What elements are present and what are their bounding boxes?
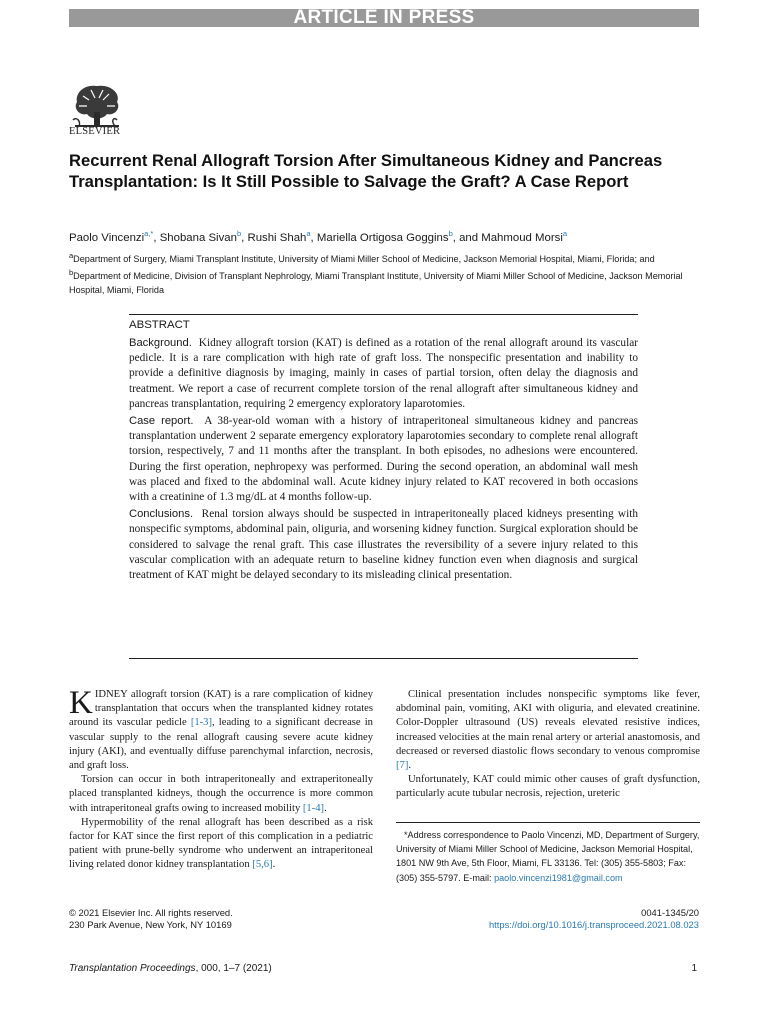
affiliation-mark: a <box>69 251 74 260</box>
article-title: Recurrent Renal Allograft Torsion After Simultaneous Kidney and Pancreas Transplantation: Is It Still Possible to Salvage the Graft? A Case Report <box>69 151 663 191</box>
body-column-left <box>69 685 373 873</box>
body-paragraph <box>69 773 373 816</box>
author-affiliation-mark[interactable]: a <box>562 229 568 238</box>
journal-name: Transplantation Proceedings <box>69 963 196 974</box>
abstract-paragraph <box>129 414 638 505</box>
article-in-press-banner: ARTICLE IN PRESS <box>69 9 699 27</box>
abstract-text: Kidney allograft torsion (KAT) is defined as a rotation of the renal allograft around its vascular pedicle. It is a rare complication with high rate of graft loss. The nonspecific presentation and inability to provide a definitive diagnosis by imaging, mainly in cases of partial torsion, often delay the diagnosis and treatment. We report a case of recurrent complete torsion of the renal allograft after simultaneous kidney and pancreas transplantation, requiring 2 emergency exploratory laparotomies. <box>129 337 638 410</box>
author-name: Mahmoud Morsi <box>481 231 563 244</box>
drop-cap: K <box>69 685 93 721</box>
body-paragraph <box>69 685 373 773</box>
publisher-name: ELSEVIER <box>69 126 121 137</box>
author-name: Rushi Shah <box>247 231 307 244</box>
body-text: . <box>272 859 276 871</box>
copyright: © 2021 Elsevier Inc. All rights reserved. <box>69 907 233 918</box>
affiliation-text: Department of Medicine, Division of Transplant Nephrology, Miami Transplant Institute, University of Miami Miller School of Medicine, Jackson Memorial Hospital, Miami, Florida <box>69 271 683 296</box>
affiliations <box>69 249 701 297</box>
abstract-heading: ABSTRACT <box>129 319 190 331</box>
body-paragraph <box>69 816 373 873</box>
body-text: Clinical presentation includes nonspecific symptoms like fever, abdominal pain, vomiting, AKI with oliguria, and elevated creatinine. Color-Doppler ultrasound (US) reveals elevated resistive indices, increased velocities at the main renal artery or arterial anastomosis, and decreased or reversed diastolic flows secondary to venous compromise <box>396 689 700 757</box>
body-text: . <box>408 760 412 772</box>
body-text: Hypermobility of the renal allograft has been described as a risk factor for KAT since the first report of this complication in a pediatric patient with prune-belly syndrome who underwent an intraperitoneal living related donor kidney transplantation <box>69 816 373 871</box>
page-number: 1 <box>691 963 697 974</box>
author-name: Shobana Sivan <box>159 231 237 244</box>
body-paragraph: Unfortunately, KAT could mimic other causes of graft dysfunction, particularly acute tubular necrosis, rejection, ureteric <box>396 774 700 800</box>
author-affiliation-mark[interactable]: a,* <box>144 229 154 238</box>
body-column-right <box>396 688 700 802</box>
author-name: Paolo Vincenzi <box>69 231 145 244</box>
publisher-address: 230 Park Avenue, New York, NY 10169 <box>69 919 232 930</box>
footer-left <box>69 907 233 931</box>
abstract-paragraph <box>129 336 638 412</box>
author-affiliation-mark[interactable]: a <box>306 229 311 238</box>
body-text: IDNEY allograft torsion (KAT) is a rare complication of kidney transplantation that occurs when the transplanted kidney rotates around its vascular pedicle <box>69 689 373 729</box>
citation-link[interactable]: [1-3] <box>190 717 213 729</box>
body-text: , leading to a significant decrease in vascular supply to the renal allograft causing severe acute kidney injury (AKI), and eventually diffuse parenchymal infarction, necrosis, and graft loss. <box>69 717 373 772</box>
abstract-text: Renal torsion always should be suspected in intraperitoneally placed kidneys presenting with nonspecific symptoms, abdominal pain, oliguria, and worsening kidney function. Surgical exploration should be considered to salvage the renal graft. This case illustrates the reversibility of a severe injury related to this vascular complication with an adequate return to baseline kidney function even when diagnosis and surgical treatment of KAT might be delayed secondary to its misleading clinical presentation. <box>129 508 638 582</box>
author-affiliation-mark[interactable]: b <box>236 229 242 238</box>
abstract-paragraph <box>129 507 638 583</box>
correspondence-footnote <box>396 822 700 885</box>
abstract-body <box>129 336 638 585</box>
citation-link[interactable]: [1-4] <box>302 802 325 814</box>
body-text: Torsion can occur in both intraperitoneally and extraperitoneally placed transplanted kidneys, though the occurrence is more common with intraperitoneal grafts owing to increased mobility <box>69 774 373 814</box>
journal-citation <box>69 963 272 974</box>
abstract-section <box>129 314 638 659</box>
journal-volume: , 000, 1–7 (2021) <box>195 963 272 974</box>
abstract-label: Conclusions. <box>129 508 194 521</box>
affiliation-text: Department of Surgery, Miami Transplant Institute, University of Miami Miller School of Medicine, Jackson Memorial Hospital, Miami, Florida; and <box>73 254 655 265</box>
citation-link[interactable]: [7] <box>396 760 409 772</box>
abstract-label: Background. <box>129 337 192 349</box>
affiliation-mark: b <box>69 268 74 278</box>
doi-link[interactable]: https://doi.org/10.1016/j.transproceed.2021.08.023 <box>488 919 699 930</box>
issn: 0041-1345/20 <box>641 907 699 918</box>
author-affiliation-mark[interactable]: b <box>448 229 453 238</box>
abstract-text: A 38-year-old woman with a history of intraperitoneal simultaneous kidney and pancreas transplantation underwent 2 separate emergency exploratory laparotomies secondary to complete renal allograft torsion, respectively, 7 and 11 months after the transplant. In both episodes, no adhesions were encountered. During the first operation, nephropexy was performed. During the second operation, an abdominal wall mesh was placed and fixed to the abdominal wall. Acute kidney injury related to KAT recovered in both occasions with a creatinine of 1.3 mg/dL at 4 months follow-up. <box>129 415 638 504</box>
citation-link[interactable]: [5,6] <box>252 859 273 871</box>
correspondence-text <box>396 828 700 885</box>
body-paragraph <box>396 688 700 773</box>
author-name: Mariella Ortigosa Goggins <box>316 231 449 244</box>
footer-right <box>489 907 699 931</box>
email-link[interactable]: paolo.vincenzi1981@gmail.com <box>494 872 623 883</box>
abstract-label: Case report. <box>129 415 194 428</box>
author-list: Paolo Vincenzi$^{a,*}$, Shobana Sivan$^b$, Rushi Shah$^a$, Mariella Ortigosa Goggins$^b$, and Mahmoud Morsi$^a$ <box>69 229 568 244</box>
correspondence-address: *Address correspondence to Paolo Vincenzi, MD, Department of Surgery, University of Miami Miller School of Medicine, Jackson Memorial Hospital, 1801 NW 9th Ave, 5th Floor, Miami, FL 33136. Tel: (305) 355-5803; Fax: (305) 355-5797. E-mail: <box>396 830 700 883</box>
body-text: . <box>324 802 327 814</box>
